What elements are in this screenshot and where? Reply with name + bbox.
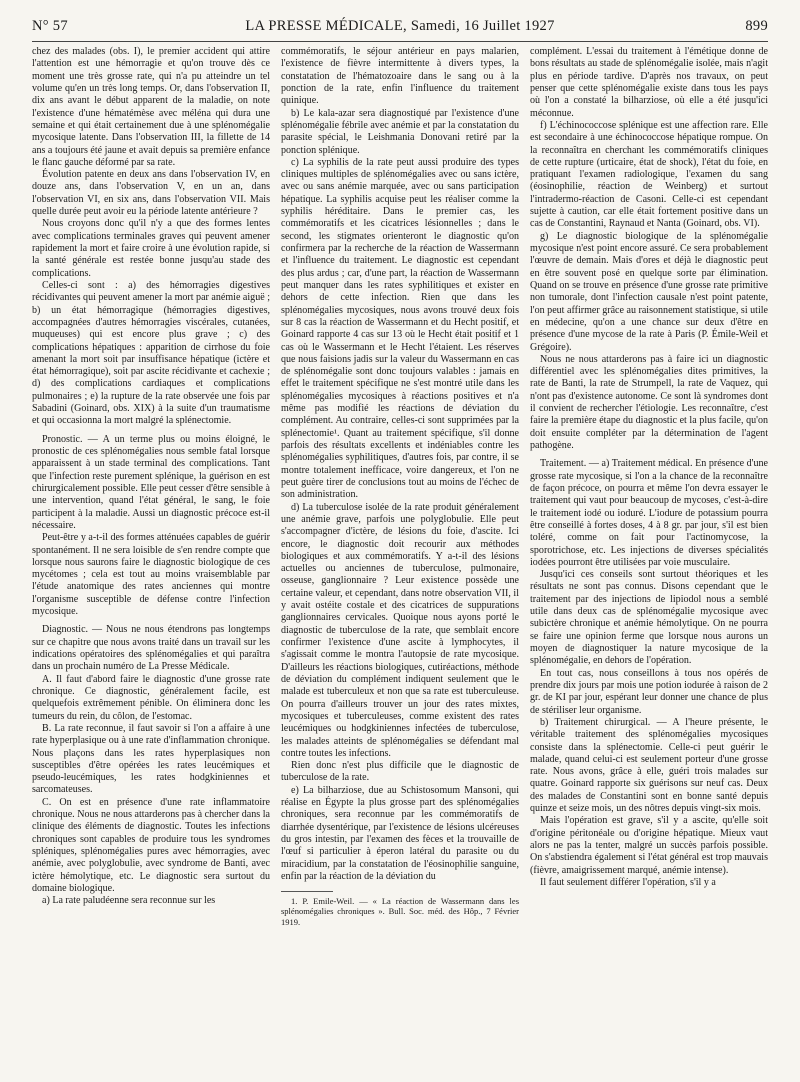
paragraph: c) La syphilis de la rate peut aussi produire des types cliniques multiples de splénomégalies avec ou sans ictère, avec ou sans anémie marquée, avec ou sans participation hépatique. La syphilis acquise peut les réaliser comme la syphilis héréditaire. Dans le premier cas, les commémoratifs et les cicatrices lésionnelles ; dans le second, les stigmates orienteront le diagnostic qu'on confirmera par la recherche de la réaction de Wassermann et l'influence du traitement. Le diagnostic est cependant des plus ardus ; car, d'une part, la réaction de Wassermann peut manquer dans les rates syphilitiques et exister en dehors de cette infection. Rien que dans les splénomégalies mycosiques, nous avons trouvé deux fois sur 8 cas la réaction de Wassermann et du Hecht positif, et Goinard rapporte 4 cas sur 13 où le Hecht était positif et 1 cas où le Wassermann et le Hecht l'étaient. Les réserves que nous faisions jadis sur la valeur du Wassermann en cas de splénomégalie sont donc toujours valables : jamais en effet le traitement spécifique ne s'est montré utile dans les splénomégalies mycosiques à réactions positives et n'a même pas modifié les réactions de déviation du complément. Au contraire, celles-ci sont supprimées par la splénectomie¹. Quant au traitement spécifique, s'il donne parfois des résultats excellents et indéniables contre les splénomégalies syphilitiques, d'autres fois, par contre, il se montre totalement inefficace, voire dangereux, et l'on ne peut guère tirer de conclusions tout au moins de l'échec de son administration. [281,156,519,501]
column-2 [281,46,519,1076]
section-pronostic: Pronostic. — A un terme plus ou moins éloigné, le pronostic de ces splénomégalies nous semble fatal lorsque apparaissent à un stade terminal des complications. Tant que l'infection reste purement splénique, la guérison en est chirurgicalement possible. Elle peut cesser d'être sensible à une intervention, quand l'état général, le sang, le foie participent à la maladie. Aussi un diagnostic précoce est-il nécessaire. [32,433,270,531]
paragraph: b) Le kala-azar sera diagnostiqué par l'existence d'une splénomégalie fébrile avec anémie et par la constatation du parasite spécial, le Leishmania Donovani retiré par la ponction splénique. [281,107,519,156]
paragraph: Mais l'opération est grave, s'il y a ascite, qu'elle soit d'origine péritonéale ou d'origine hépatique. Mieux vaut alors ne pas la tenter, malgré un succès parfois possible. On s'abstiendra également si l'état général est trop mauvais (fièvre, amaigrissement marqué, anémie intense). [530,815,768,876]
paragraph: commémoratifs, le séjour antérieur en pays malarien, l'existence de fièvre intermittente à divers types, la constatation de l'hématozoaire dans le sang ou à la ponction de la rate, enfin l'influence du traitement quinique. [281,46,519,107]
paragraph: A. Il faut d'abord faire le diagnostic d'une grosse rate chronique. Ce diagnostic, généralement facile, est quelquefois extrêmement pénible. On éliminera donc les tumeurs du rein, du côlon, de l'estomac. [32,673,270,722]
column-1 [32,46,270,1076]
paragraph: Jusqu'ici ces conseils sont surtout théoriques et les résultats ne sont pas connus. Disons cependant que le traitement par des injections de lipiodol nous a semblé utile dans deux cas de splénomégalie mycosique avec subictère chronique et anémie hémolytique. On ne pourra se faire une opinion ferme que lorsque nous aurons un moyen de diagnostiquer la nature mycosique de la splénomégalie, en dehors de l'opération. [530,569,768,667]
paragraph: Nous croyons donc qu'il n'y a que des formes lentes avec complications terminales graves qui peuvent amener rapidement la mort et faire croire à une évolution rapide, si la santé générale est restée bonne jusqu'au stade des complications. [32,218,270,279]
paragraph: e) La bilharziose, due au Schistosomum Mansoni, qui réalise en Égypte la plus grosse part des splénomégalies chroniques, sera reconnue par les commémoratifs de diarrhée dysentérique, par l'existence de lésions ulcéreuses du gros intestin, par l'examen des fèces et la trouvaille de l'œuf si particulier à éperon latéral du parasite ou du miracidium, par la constatation de l'éosinophilie sanguine, enfin par la réaction de la déviation du [281,784,519,882]
footnote-rule [281,891,333,892]
running-title: LA PRESSE MÉDICALE, Samedi, 16 Juillet 1927 [245,18,555,34]
paragraph: d) La tuberculose isolée de la rate produit généralement une anémie grave, parfois une polyglobulie. Elle peut s'accompagner d'ictère, de lésions du foie, d'ascite. Ici encore, le diagnostic doit recourir aux méthodes biologiques et aux commémoratifs. Y a-t-il des lésions actuelles ou anciennes de tuberculose, pulmonaire, osseuse, ganglionnaire ? Leur existence possède une certaine valeur, et cependant, dans notre observation VII, il y avait ostéite costale et des cicatrices de suppurations ganglionnaires cervicales. Quoique nous ayons porté le diagnostic de tuberculose de la rate, que semblait encore confirmer l'existence d'une ascite à lymphocytes, il s'agissait comme le montra l'autopsie de rate mycosique. D'ailleurs les réactions biologiques, cutiréactions, méthode de déviation du complément indiquent seulement que le malade est tuberculeux et non que sa rate est tuberculeuse. On pourra d'ailleurs trouver un jour des rates mixtes, mycosiques et tuberculeuses, comme existent des rates leucémiques ou hodgkiniennes infectées de tuberculose, les malades atteints de splénomégalies se défendant mal contre toutes les infections. [281,501,519,759]
paragraph: g) Le diagnostic biologique de la splénomégalie mycosique n'est point encore assuré. Ce sera probablement l'œuvre de demain. Mais d'ores et déjà le diagnostic peut en être souvent posé en quelque sorte par élimination. Quand on se trouve en présence d'une grosse rate primitive non tumorale, dont l'infection causale n'est point patente, l'on peut affirmer grâce au raisonnement statistique, si utile en médecine, qu'on a une chance sur deux d'être en présence d'une mycose de la rate à Paris (P. Émile-Weil et Grégoire). [530,230,768,353]
paragraph: a) La rate paludéenne sera reconnue sur les [42,895,216,907]
paragraph: Celles-ci sont : a) des hémorragies digestives récidivantes qui peuvent amener la mort par anémie aiguë ; b) un état hémorragique (hémorragies digestives, accompagnées d'autres hémorragies viscérales, cutanées, muqueuses) qui est encore plus grave ; c) des complications hépatiques : apparition de cirrhose du foie amenant la mort soit par insuffisance hépatique (ictère et état hémorragique), soit par ascite récidivante et cachexie ; d) des complications cardiaques et complications pulmonaires ; e) la rupture de la rate observée une fois par Sabadini (Goinard, obs. XIX) à la suite d'un traumatisme et qui occasionna la mort malgré la splénectomie. [32,279,270,427]
paragraph: Nous ne nous attarderons pas à faire ici un diagnostic différentiel avec les splénomégalies dites primitives, la rate de Banti, la rate de Strumpell, la rate de Vaquez, qui n'ont pas d'existence autonome. Ce sont là syndromes dont il convient de rechercher l'étiologie. Les reconnaître, c'est faire la première étape du diagnostic et la plus facile, qu'on doit ensuite compléter par la détermination de l'agent pathogène. [530,353,768,451]
paragraph: Il faut seulement différer l'opération, s'il y a [540,876,716,888]
paragraph: Rien donc n'est plus difficile que le diagnostic de tuberculose de la rate. [281,760,519,784]
footnote: 1. P. Emile-Weil. — « La réaction de Wassermann dans les splénomégalies chroniques ». Bull. Soc. méd. des Hôp., 7 Février 1919. [281,896,519,927]
paragraph: B. La rate reconnue, il faut savoir si l'on a affaire à une rate hyperplasique ou à une rate d'inflammation chronique. Nous plaçons dans les rates hyperplasiques non susceptibles d'être opérées les rates leucémiques et pseudo-leucémiques, les rates hodgkiniennes et sarcomateuses. [32,722,270,796]
issue-number: N° 57 [32,18,68,34]
paragraph: C. On est en présence d'une rate inflammatoire chronique. Nous ne nous attarderons pas à chercher dans la clinique des éléments de diagnostic. Toutes les infections chroniques sont capables de produire tous les syndromes spléniques, splénomégalies pures avec hémorragies, avec anémie, avec polyglobulie, avec syndrome de Banti, avec ictère hémolytique, etc. Le diagnostic sera surtout du domaine biologique. [32,796,270,894]
paragraph: b) Traitement chirurgical. — A l'heure présente, le véritable traitement des splénomégalies mycosiques consiste dans la splénectomie. Celle-ci peut guérir le malade, quand celui-ci est seulement porteur d'une grosse rate. Nous avons, grâce à elle, guéri trois malades sur quatre. Goinard rapporte six guérisons sur neuf cas. Deux des malades de Constantini sont en bonne santé depuis quinze et seize mois, un des nôtres depuis vingt-six mois. [530,716,768,815]
section-traitement: Traitement. — a) Traitement médical. En présence d'une grosse rate mycosique, si l'on a la chance de la reconnaître de façon précoce, on pourra et même l'on devra essayer le traitement qui vaut pour beaucoup de mycoses, c'est-à-dire le traitement iodé ou ioduré. L'iodure de potassium pourra être conseillé à fortes doses, 4 à 8 gr. par jour, s'il est bien toléré, comme on fait pour l'actinomycose, la sporotrichose, etc. Les injections de diverses spécialités iodées pourront être utilisées par voie musculaire. [530,458,768,568]
paragraph: f) L'échinococcose splénique est une affection rare. Elle est secondaire à une échinococcose hépatique rompue. On la reconnaîtra en cherchant les commémoratifs cliniques de cette rupture (urticaire, état de shock), l'état du foie, en pratiquant l'examen radiologique, l'examen du sang (éosinophilie, réaction de Weinberg) et surtout l'intradermo-réaction de Casoni. Celle-ci est cependant sujette à caution, car elle était fortement positive dans un cas de Constantini, Raynaud et Nanta (Goinard, obs. VI). [530,119,768,230]
paragraph: Peut-être y a-t-il des formes atténuées capables de guérir spontanément. Il ne sera loisible de s'en rendre compte que lorsque nous saurons faire le diagnostic biologique de ces mycétomes ; cela est tout au moins vraisemblable par l'étude anatomique des rates anciennes qui montre l'organisme susceptible de défense contre l'infection mycosique. [32,532,270,618]
column-3 [530,46,768,1076]
paragraph: complément. L'essai du traitement à l'émétique donne de bons résultats au stade de splénomégalie isolée, mais n'agit plus en période tardive. D'après nos travaux, on peut penser que cette splénomégalie existe dans tous les pays où l'on a constaté la bilharziose, où elle a été jusqu'ici méconnue. [530,46,768,119]
paragraph: Évolution patente en deux ans dans l'observation IV, en douze ans, dans l'observation V, en un an, dans l'observation VI, en six ans, dans l'observation VII. Mais quelle durée peut avoir eu la période latente antérieure ? [32,169,270,218]
paragraph: chez des malades (obs. I), le premier accident qui attire l'attention est une hémorragie et qu'on trouve dès ce moment une très grosse rate, qui n'a pu atteindre un tel volume qu'en un très long temps. Or, dans l'observation II, dix ans avant le début apparent de la maladie, on note l'existence d'une hématémèse avec méléna qui dura une semaine et qui était certainement due à une splénomégalie mycosique latente. Dans l'observation III, la fillette de 14 ans a toujours été jaune et avait depuis sa première enfance le flanc gauche déformé par sa rate. [32,46,270,168]
page-number: 899 [745,18,768,34]
paragraph: En tout cas, nous conseillons à tous nos opérés de prendre dix jours par mois une potion iodurée à raison de 2 gr. de KI par jour, espérant leur donner une chance de plus de stériliser leur organisme. [530,667,768,716]
section-diagnostic: Diagnostic. — Nous ne nous étendrons pas longtemps sur ce chapitre que nous avons traité dans un travail sur les indications opératoires des splénomégalies et qui paraîtra dans un prochain numéro de La Presse Médicale. [32,624,270,673]
page-header [32,18,768,38]
header-rule [32,41,768,42]
